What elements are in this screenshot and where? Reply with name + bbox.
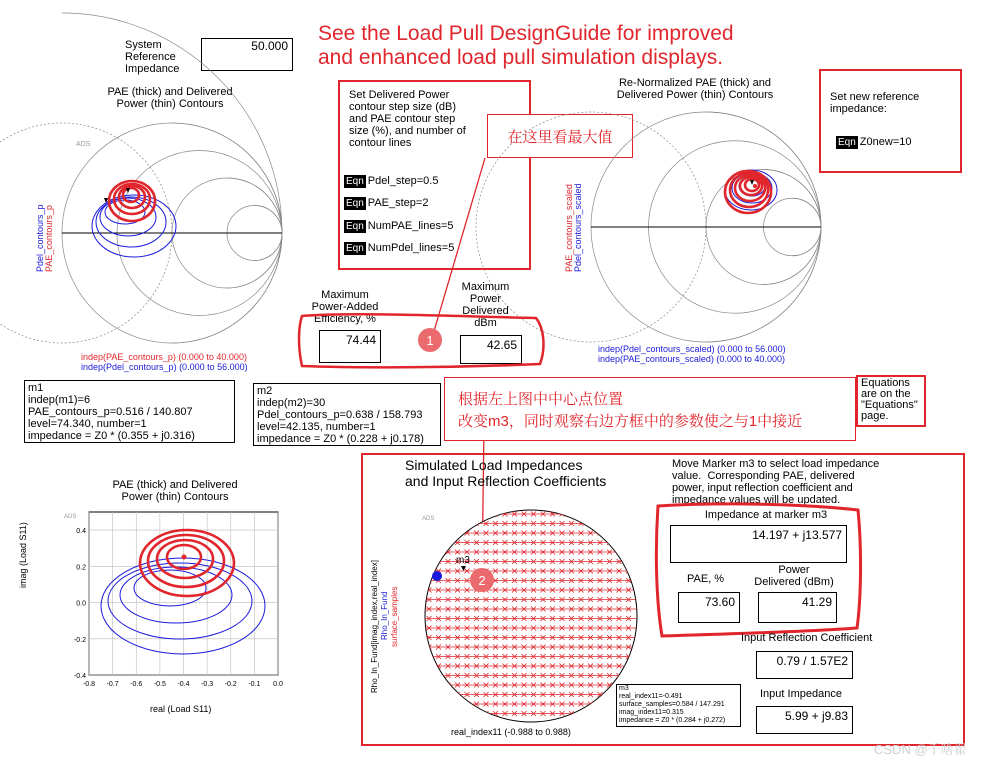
move-marker-description: Move Marker m3 to select load impedance value. Corresponding PAE, delivered power, input reflection coefficient and impedance values will be updated. bbox=[672, 458, 880, 506]
chart1-ylabel-blue: Pdel_contours_p bbox=[35, 204, 45, 272]
banner-line-2: and enhanced load pull simulation displays. bbox=[318, 46, 724, 69]
max-pdel-value[interactable]: 42.65 bbox=[460, 335, 522, 364]
chart3-title-line2: Power (thin) Contours bbox=[121, 491, 229, 503]
sim-title bbox=[405, 457, 606, 489]
input-reflection-value[interactable]: 0.79 / 1.57E2 bbox=[756, 651, 853, 679]
chart3-title-line1: PAE (thick) and Delivered bbox=[112, 479, 238, 491]
eqn-icon: Eqn bbox=[346, 198, 364, 209]
chart3-xtick-label: -0.5 bbox=[153, 681, 166, 688]
chart3-ytick-label: 0.2 bbox=[76, 564, 86, 572]
m1-readout[interactable]: m1 indep(m1)=6 PAE_contours_p=0.516 / 140.807 level=74.340, number=1 impedance = Z0 * (0.355 + j0.316) bbox=[24, 380, 235, 443]
chart1-ylabel-red: PAE_contours_p bbox=[44, 205, 54, 272]
banner-line-1: See the Load Pull DesignGuide for improved bbox=[318, 22, 734, 45]
sim-title-line2: and Input Reflection Coefficients bbox=[405, 473, 607, 489]
chart2-title-line1: Re-Normalized PAE (thick) and bbox=[618, 77, 771, 89]
annotation-circle-2-label: 2 bbox=[478, 573, 486, 588]
chart2-ylabel-red: PAE_contours_scaled bbox=[564, 184, 574, 272]
chart3-xlabel: real (Load S11) bbox=[150, 704, 212, 714]
note1-text: 在这里看最大值 bbox=[507, 129, 613, 146]
input-reflection-label: Input Reflection Coefficient bbox=[741, 632, 873, 644]
eq-pae-step-text: PAE_step=2 bbox=[367, 197, 429, 209]
pdel-label: Power Delivered (dBm) bbox=[754, 564, 834, 588]
chart3-xtick-label: -0.3 bbox=[201, 681, 214, 688]
sim-title-line1: Simulated Load Impedances bbox=[405, 457, 583, 473]
sim-smith-chart[interactable] bbox=[365, 505, 650, 745]
eq-z0new-text: Z0new=10 bbox=[859, 136, 912, 148]
pae-value[interactable]: 73.60 bbox=[678, 592, 740, 623]
m3-marker-label[interactable]: m3 bbox=[456, 555, 470, 566]
eq-pdel-step-text: Pdel_step=0.5 bbox=[367, 175, 439, 187]
ref-impedance-label: System Reference Impedance bbox=[125, 39, 180, 75]
contour-step-description: Set Delivered Power contour step size (dB) and PAE contour step size (%), and number of contour lines bbox=[349, 89, 466, 149]
csdn-watermark: CSDN @千啥翟 bbox=[874, 742, 967, 757]
chart1-title-line1: PAE (thick) and Delivered bbox=[107, 86, 233, 98]
eqn-icon: Eqn bbox=[346, 221, 364, 232]
chart1-title-line2: Power (thin) Contours bbox=[116, 98, 224, 110]
note2-box bbox=[444, 377, 856, 441]
pdel-value[interactable]: 41.29 bbox=[758, 592, 837, 623]
chart3-xtick-label: -0.2 bbox=[224, 681, 237, 688]
max-pdel-label: Maximum Power Delivered dBm bbox=[461, 281, 510, 329]
chart3-ytick-label: 0.0 bbox=[76, 600, 86, 608]
note2-line-1: 根据左上图中中心点位置 bbox=[458, 391, 624, 408]
chart3-xtick-label: -0.4 bbox=[177, 681, 190, 688]
chart1-xlabel-blue: indep(Pdel_contours_p) (0.000 to 56.000) bbox=[81, 362, 248, 372]
eq-numpdel-lines-text: NumPdel_lines=5 bbox=[367, 242, 455, 254]
chart3-contour-plot[interactable] bbox=[30, 505, 310, 720]
chart1-ads-label: ADS bbox=[76, 141, 91, 148]
sim-ylabel-2: Rho_In_Fund bbox=[380, 591, 389, 640]
chart3-ylabel: imag (Load S11) bbox=[18, 522, 28, 588]
sim-ylabel-1: Rho_In_Fund[imag_index,real_index] bbox=[370, 560, 379, 693]
annotation-circle-1-label: 1 bbox=[426, 333, 434, 348]
input-impedance-value[interactable]: 5.99 + j9.83 bbox=[756, 706, 853, 734]
chart3-ytick-label: -0.2 bbox=[73, 636, 86, 644]
chart3-xtick-label: -0.6 bbox=[130, 681, 143, 688]
new-ref-description: Set new reference impedance: bbox=[830, 91, 920, 115]
eqn-icon: Eqn bbox=[838, 137, 856, 148]
chart3-title bbox=[80, 479, 270, 503]
m3-readout[interactable]: m3 real_index11=-0.491 surface_samples=0.584 / 147.291 imag_index11=0.315 impedance = Z0 * (0.284 + j0.272) bbox=[616, 684, 741, 727]
m2-readout[interactable]: m2 indep(m2)=30 Pdel_contours_p=0.638 / 158.793 level=42.135, number=1 impedance = Z0 * (0.228 + j0.178) bbox=[253, 383, 441, 446]
chart3-xtick-label: -0.8 bbox=[82, 681, 96, 688]
pae-label: PAE, % bbox=[687, 573, 725, 585]
chart2-title-line2: Delivered Power (thin) Contours bbox=[616, 89, 774, 101]
ref-impedance-value[interactable]: 50.000 bbox=[201, 38, 293, 71]
equations-note-box bbox=[856, 375, 926, 427]
chart2-ylabel-blue: Pdel_contours_scaled bbox=[573, 183, 583, 272]
eqn-icon: Eqn bbox=[346, 243, 364, 254]
chart3-xtick-label: -0.7 bbox=[106, 681, 119, 688]
max-pae-label: Maximum Power-Added Efficiency, % bbox=[311, 289, 379, 325]
chart3-ytick-label: 0.4 bbox=[76, 528, 86, 536]
chart3-ads-label: ADS bbox=[64, 514, 77, 520]
chart3-center-point bbox=[182, 555, 187, 560]
chart3-xtick-label: -0.1 bbox=[248, 681, 261, 688]
impedance-marker-value[interactable]: 14.197 + j13.577 bbox=[670, 525, 847, 563]
sim-rho-in-point bbox=[432, 571, 442, 581]
chart2-xlabel-red: indep(PAE_contours_scaled) (0.000 to 40.000) bbox=[598, 354, 785, 364]
chart3-ytick-label: -0.4 bbox=[73, 673, 86, 680]
note2-line-2: 改变m3，同时观察右边方框中的参数使之与1中接近 bbox=[458, 413, 803, 430]
sim-ylabel-3: surface_samples bbox=[390, 586, 399, 647]
chart1-xlabel-red: indep(PAE_contours_p) (0.000 to 40.000) bbox=[81, 352, 247, 362]
impedance-marker-label: Impedance at marker m3 bbox=[704, 509, 828, 521]
chart2-xlabel-blue: indep(Pdel_contours_scaled) (0.000 to 56.000) bbox=[598, 344, 786, 354]
eq-numpae-lines-text: NumPAE_lines=5 bbox=[367, 220, 454, 232]
eqn-icon: Eqn bbox=[346, 176, 364, 187]
chart3-xtick-label: 0.0 bbox=[273, 681, 283, 688]
max-pae-value[interactable]: 74.44 bbox=[319, 330, 381, 363]
sim-xlabel: real_index11 (-0.988 to 0.988) bbox=[451, 727, 571, 737]
equations-note-text: Equations are on the "Equations" page. bbox=[861, 377, 918, 422]
input-impedance-label: Input Impedance bbox=[760, 688, 842, 700]
sim-ads-label: ADS bbox=[422, 516, 435, 522]
